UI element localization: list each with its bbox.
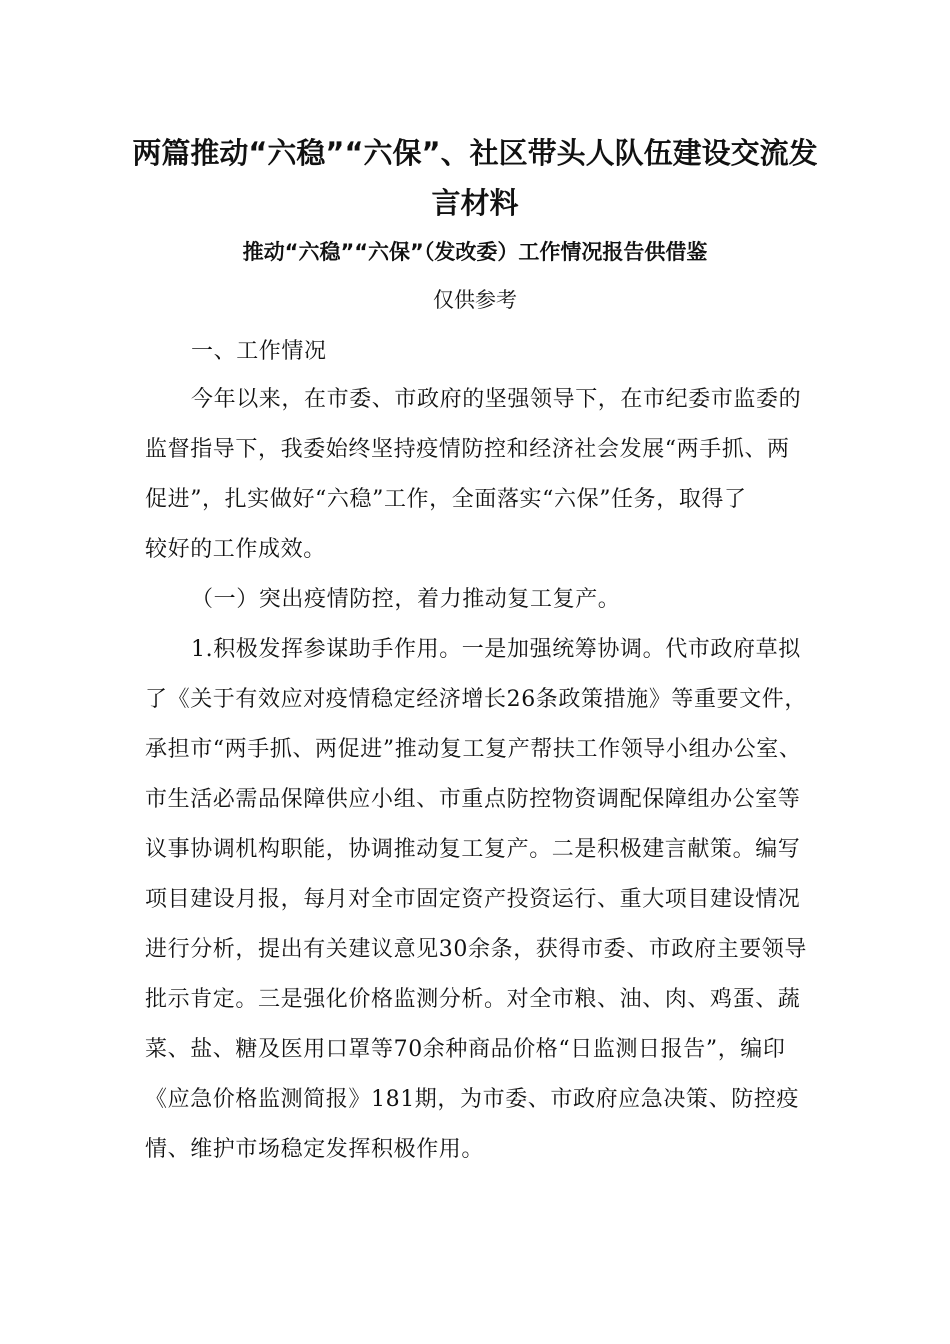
paragraph-line: 促进”，扎实做好“六稳”工作，全面落实“六保”任务，取得了 (145, 487, 747, 512)
paragraph-line: 承担市“两手抓、两促进”推动复工复产帮扶工作领导小组办公室、 (145, 737, 802, 762)
paragraph-line: 菜、盐、糖及医用口罩等70余种商品价格“日监测日报告”，编印 (145, 1037, 786, 1062)
document-subtitle: 推动“六稳”“六保”（发改委）工作情况报告供借鉴 (242, 240, 708, 264)
paragraph-line: 监督指导下，我委始终坚持疫情防控和经济社会发展“两手抓、两 (145, 437, 790, 462)
section-heading: 一、工作情况 (191, 339, 327, 364)
reference-note: 仅供参考 (433, 288, 517, 312)
paragraph-line: 1.积极发挥参谋助手作用。一是加强统筹协调。代市政府草拟 (191, 637, 801, 662)
paragraph-line: 进行分析，提出有关建议意见30余条，获得市委、市政府主要领导 (145, 937, 807, 962)
paragraph-line: 市生活必需品保障供应小组、市重点防控物资调配保障组办公室等 (145, 787, 801, 812)
paragraph-line: 今年以来，在市委、市政府的坚强领导下，在市纪委市监委的 (191, 387, 802, 412)
document-title-line-2: 言材料 (431, 186, 519, 220)
paragraph-line: 了《关于有效应对疫情稳定经济增长26条政策措施》等重要文件， (145, 687, 807, 712)
document-title-line-1: 两篇推动“六稳”“六保”、社区带头人队伍建设交流发 (132, 136, 818, 170)
paragraph-line: 批示肯定。三是强化价格监测分析。对全市粮、油、肉、鸡蛋、蔬 (145, 987, 801, 1012)
paragraph-line: 较好的工作成效。 (145, 537, 326, 562)
paragraph-line: 《应急价格监测简报》181期，为市委、市政府应急决策、防控疫 (145, 1087, 799, 1112)
subsection-heading: （一）突出疫情防控，着力推动复工复产。 (191, 587, 621, 612)
paragraph-line: 项目建设月报，每月对全市固定资产投资运行、重大项目建设情况 (145, 887, 801, 912)
paragraph-line: 议事协调机构职能，协调推动复工复产。二是积极建言献策。编写 (145, 837, 801, 862)
paragraph-line: 情、维护市场稳定发挥积极作用。 (145, 1137, 485, 1162)
